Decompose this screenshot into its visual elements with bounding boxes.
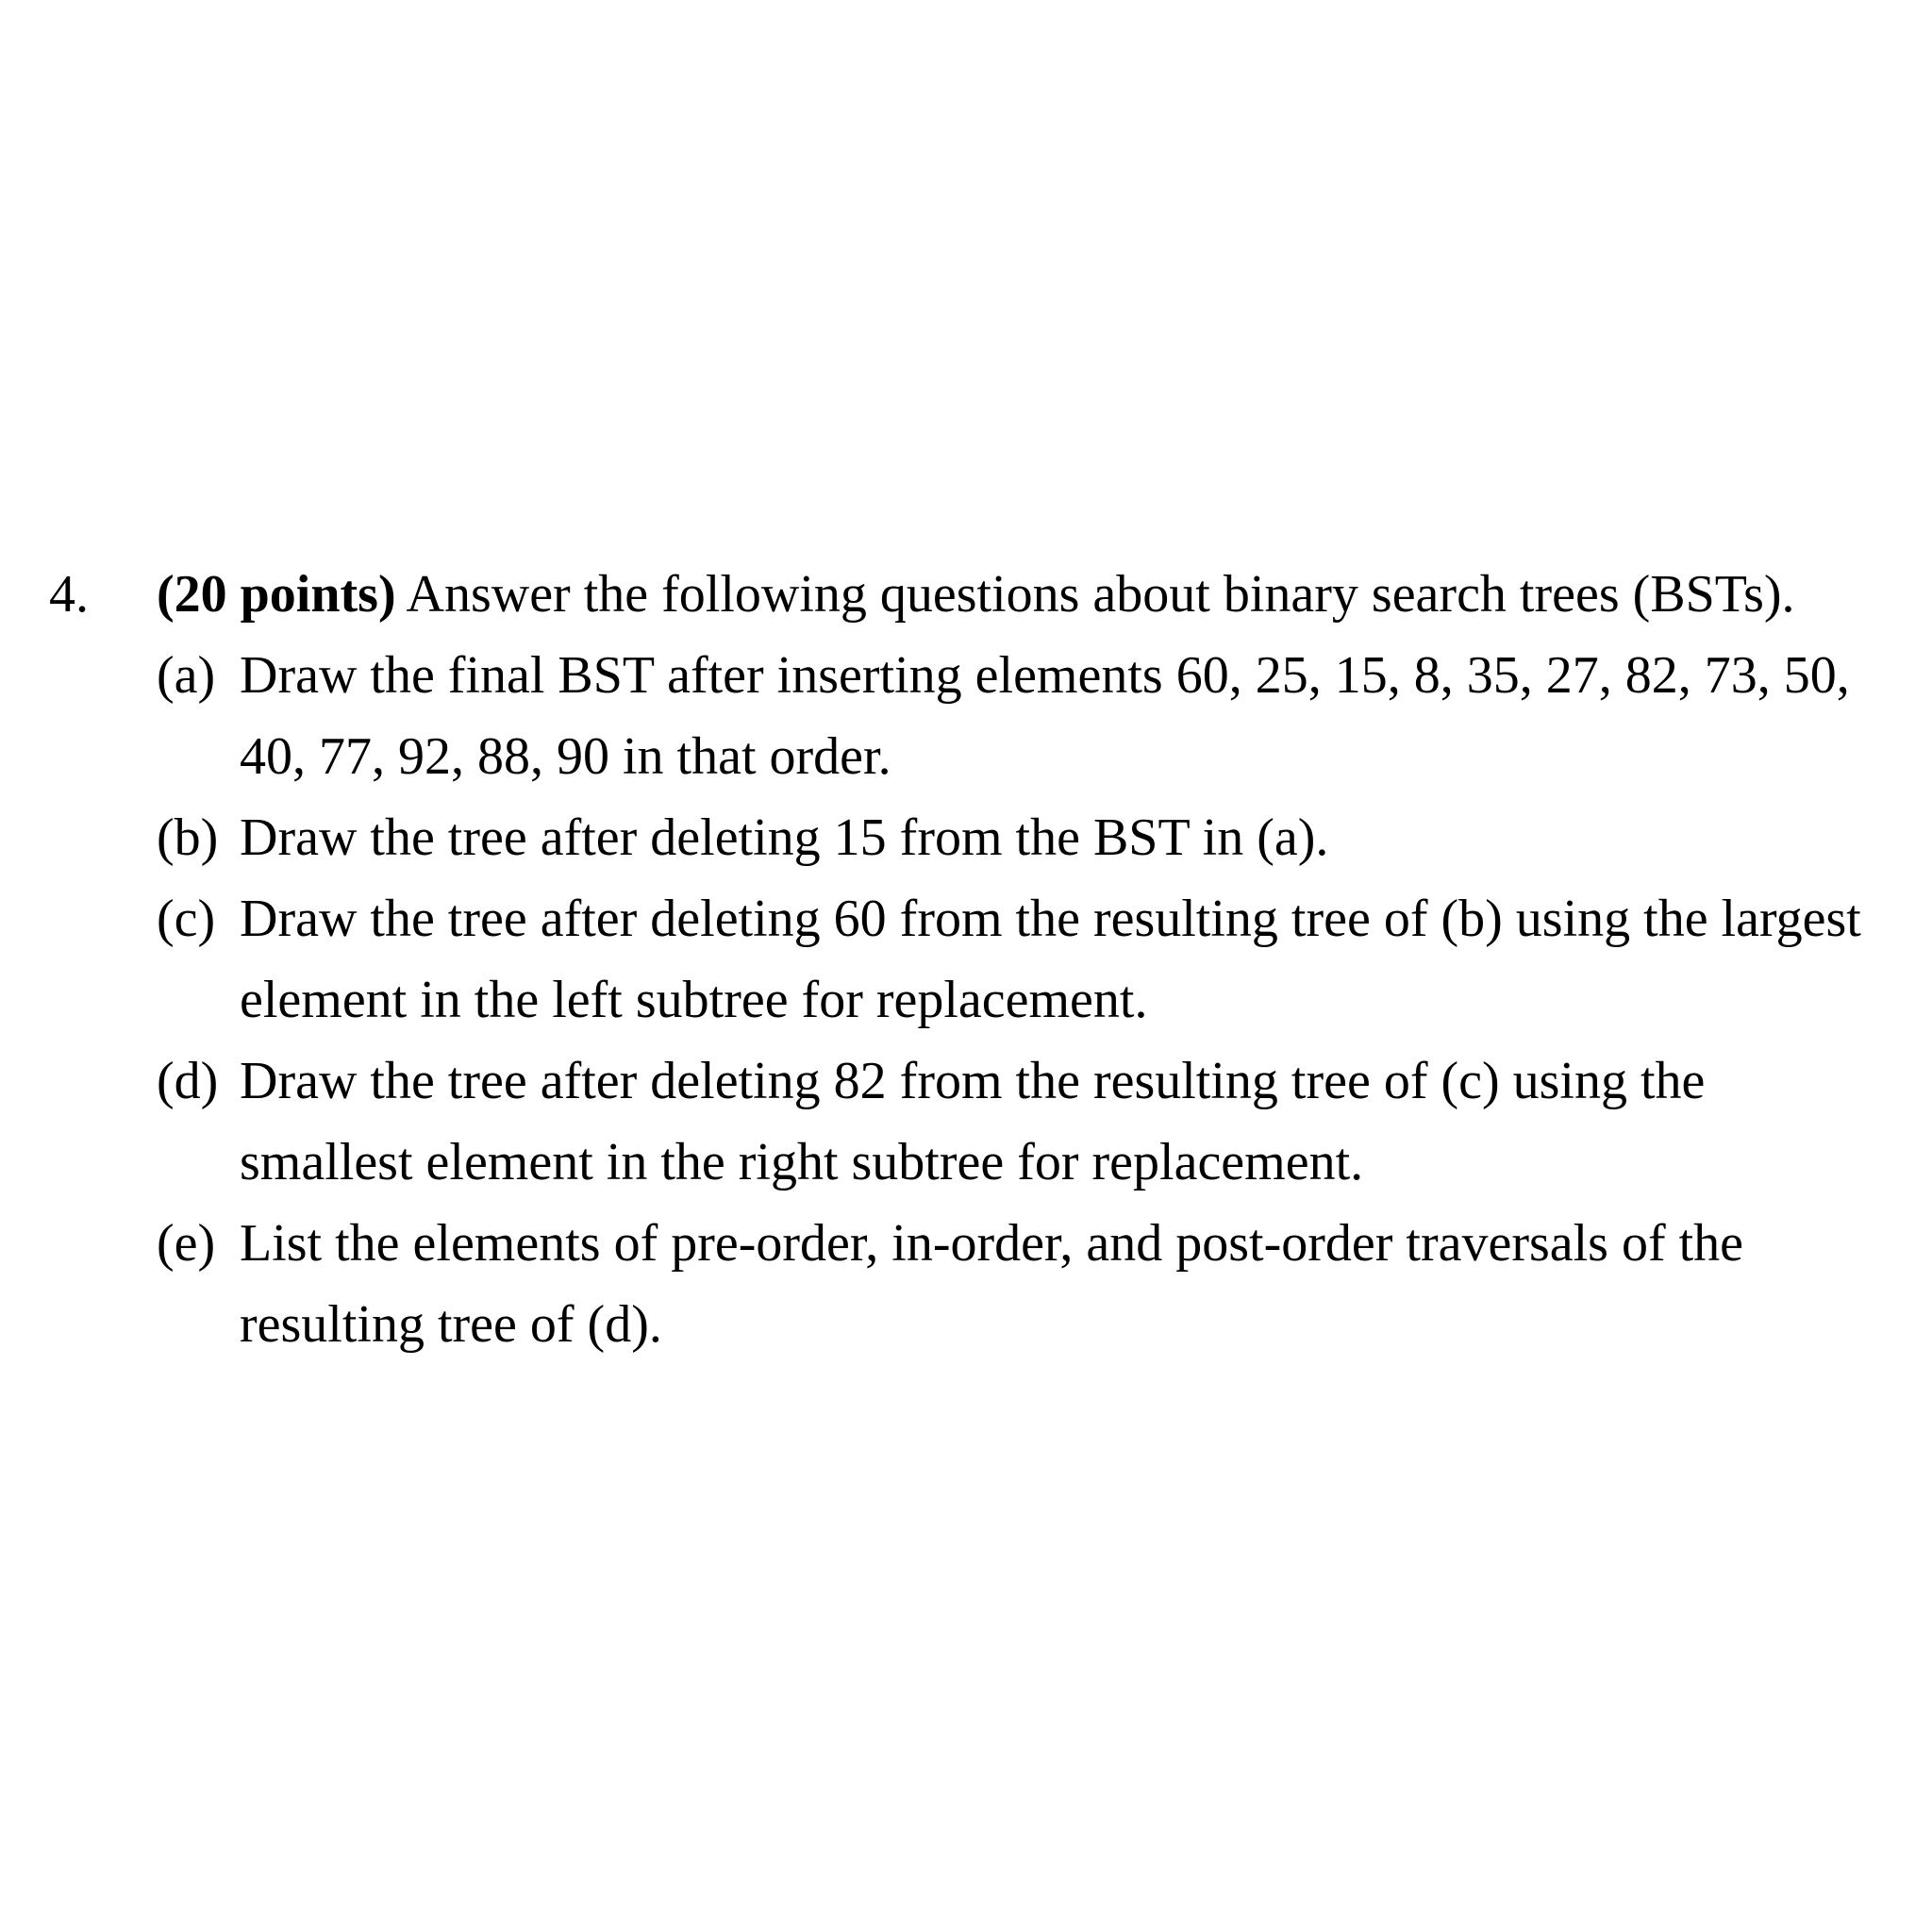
part-a-line-2: 40, 77, 92, 88, 90 in that order. — [240, 727, 891, 786]
part-a-label: (a) — [157, 646, 216, 705]
part-b-label: (b) — [157, 808, 219, 867]
part-d-label: (d) — [157, 1052, 219, 1110]
question-intro: Answer the following questions about binary search trees (BSTs). — [406, 565, 1795, 624]
question-number: 4. — [49, 565, 89, 624]
question-points: (20 points) — [157, 565, 396, 624]
part-c-line-2: element in the left subtree for replacement. — [240, 971, 1148, 1029]
question-heading — [157, 565, 1795, 624]
part-e-label: (e) — [157, 1214, 216, 1273]
part-a-line-1: Draw the final BST after inserting elements 60, 25, 15, 8, 35, 27, 82, 73, 50, — [240, 646, 1850, 705]
part-d-line-2: smallest element in the right subtree for replacement. — [240, 1133, 1364, 1191]
part-e-line-1: List the elements of pre-order, in-order, and post-order traversals of the — [240, 1214, 1744, 1273]
part-e-line-2: resulting tree of (d). — [240, 1295, 662, 1354]
part-c-label: (c) — [157, 890, 216, 948]
part-c-line-1: Draw the tree after deleting 60 from the resulting tree of (b) using the largest — [240, 890, 1861, 948]
part-b-line-1: Draw the tree after deleting 15 from the BST in (a). — [240, 808, 1329, 867]
part-d-line-1: Draw the tree after deleting 82 from the resulting tree of (c) using the — [240, 1052, 1706, 1110]
